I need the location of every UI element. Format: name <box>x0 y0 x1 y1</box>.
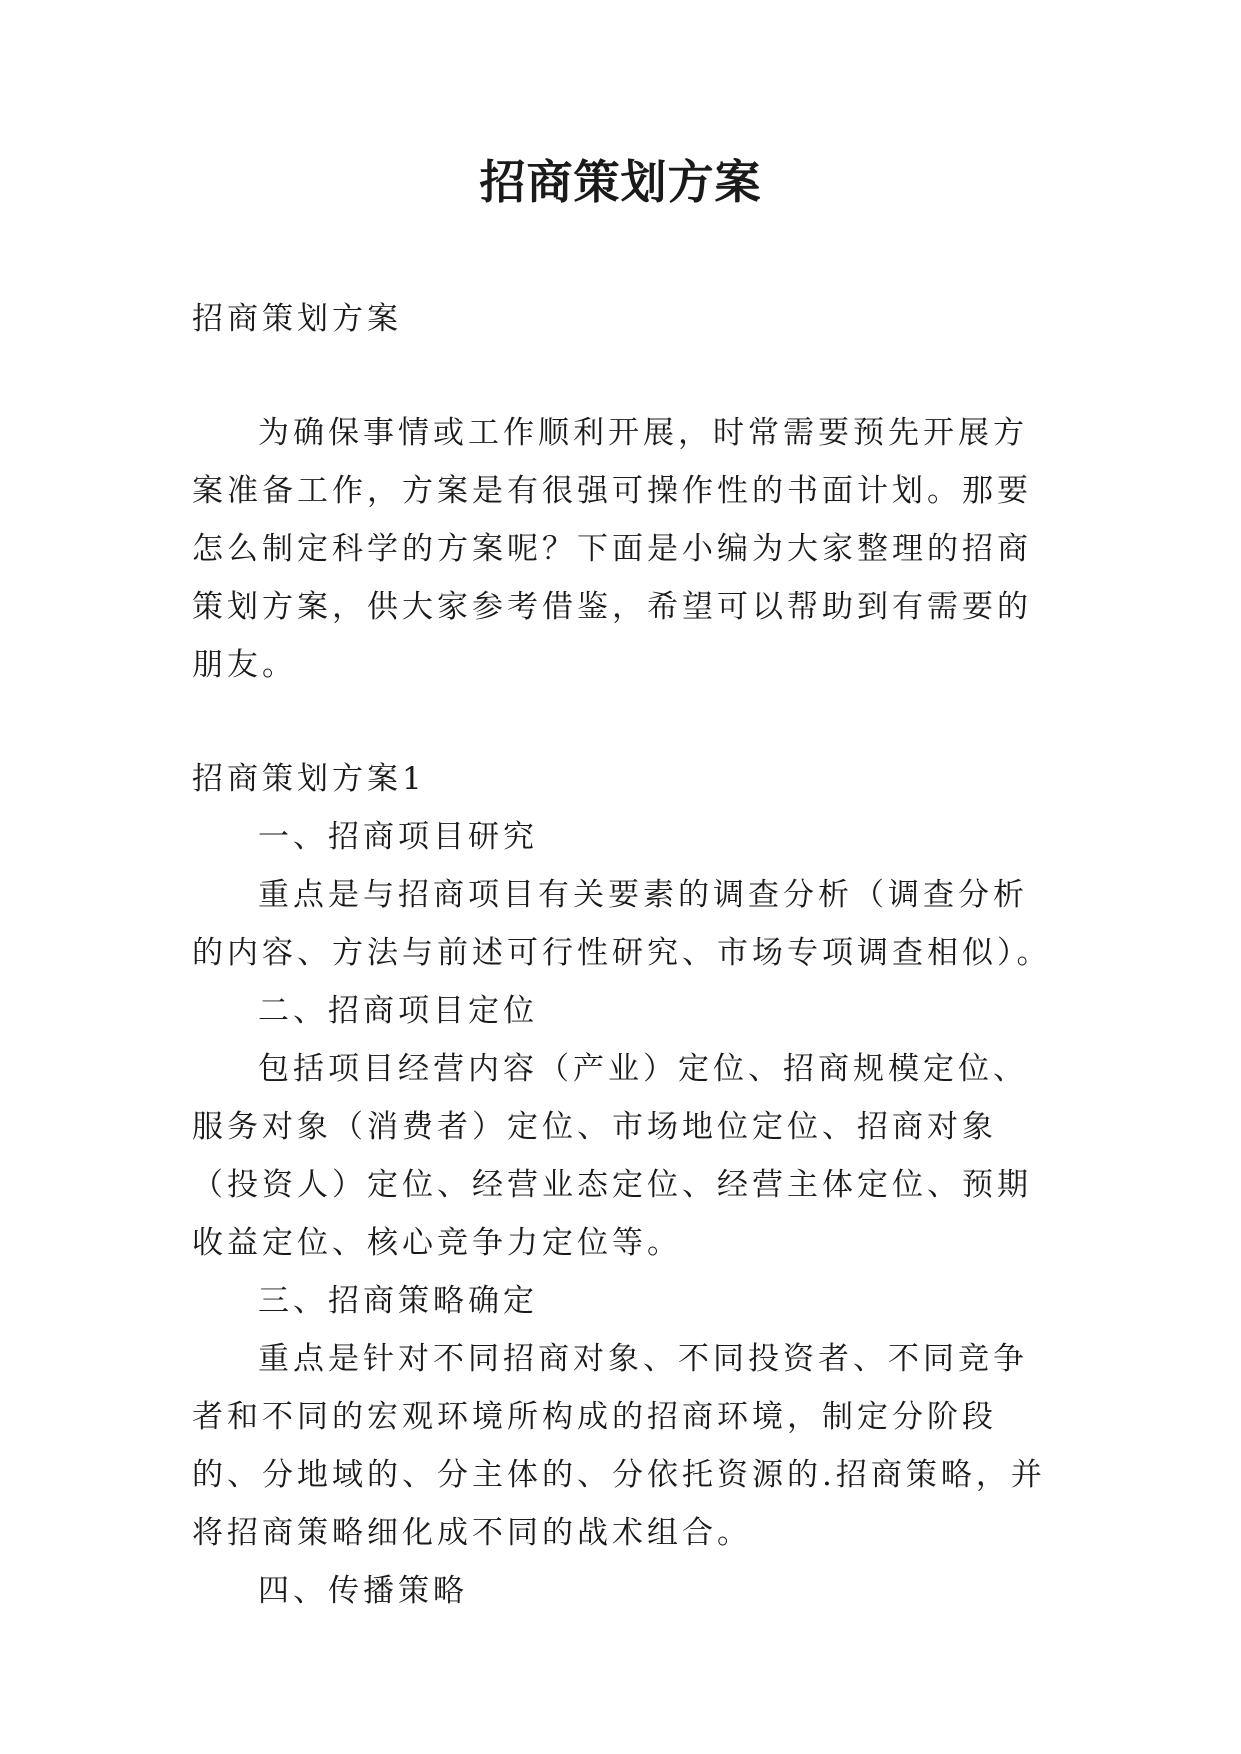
document-body <box>192 290 1060 1620</box>
document-title: 招商策划方案 <box>479 155 762 209</box>
item-body-3: 重点是针对不同招商对象、不同投资者、不同竞争者和不同的宏观环境所构成的招商环境，制定分阶段的、分地域的、分主体的、分依托资源的.招商策略，并将招商策略细化成不同的战术组合。 <box>192 1341 1046 1551</box>
document-subtitle: 招商策划方案 <box>192 301 402 337</box>
section-title: 招商策划方案1 <box>192 761 426 797</box>
intro-paragraph: 为确保事情或工作顺利开展，时常需要预先开展方案准备工作，方案是有很强可操作性的书面计划。那要怎么制定科学的方案呢？下面是小编为大家整理的招商策划方案，供大家参考借鉴，希望可以帮助到有需要的朋友。 <box>192 415 1032 683</box>
item-heading-4: 四、传播策略 <box>258 1573 468 1609</box>
item-heading-2: 二、招商项目定位 <box>258 993 538 1029</box>
item-body-2: 包括项目经营内容（产业）定位、招商规模定位、服务对象（消费者）定位、市场地位定位、招商对象（投资人）定位、经营业态定位、经营主体定位、预期收益定位、核心竞争力定位等。 <box>192 1051 1032 1261</box>
item-heading-3: 三、招商策略确定 <box>258 1283 538 1319</box>
item-body-1: 重点是与招商项目有关要素的调查分析（调查分析的内容、方法与前述可行性研究、市场专项调查相似）。 <box>192 877 1052 971</box>
item-heading-1: 一、招商项目研究 <box>258 819 538 855</box>
